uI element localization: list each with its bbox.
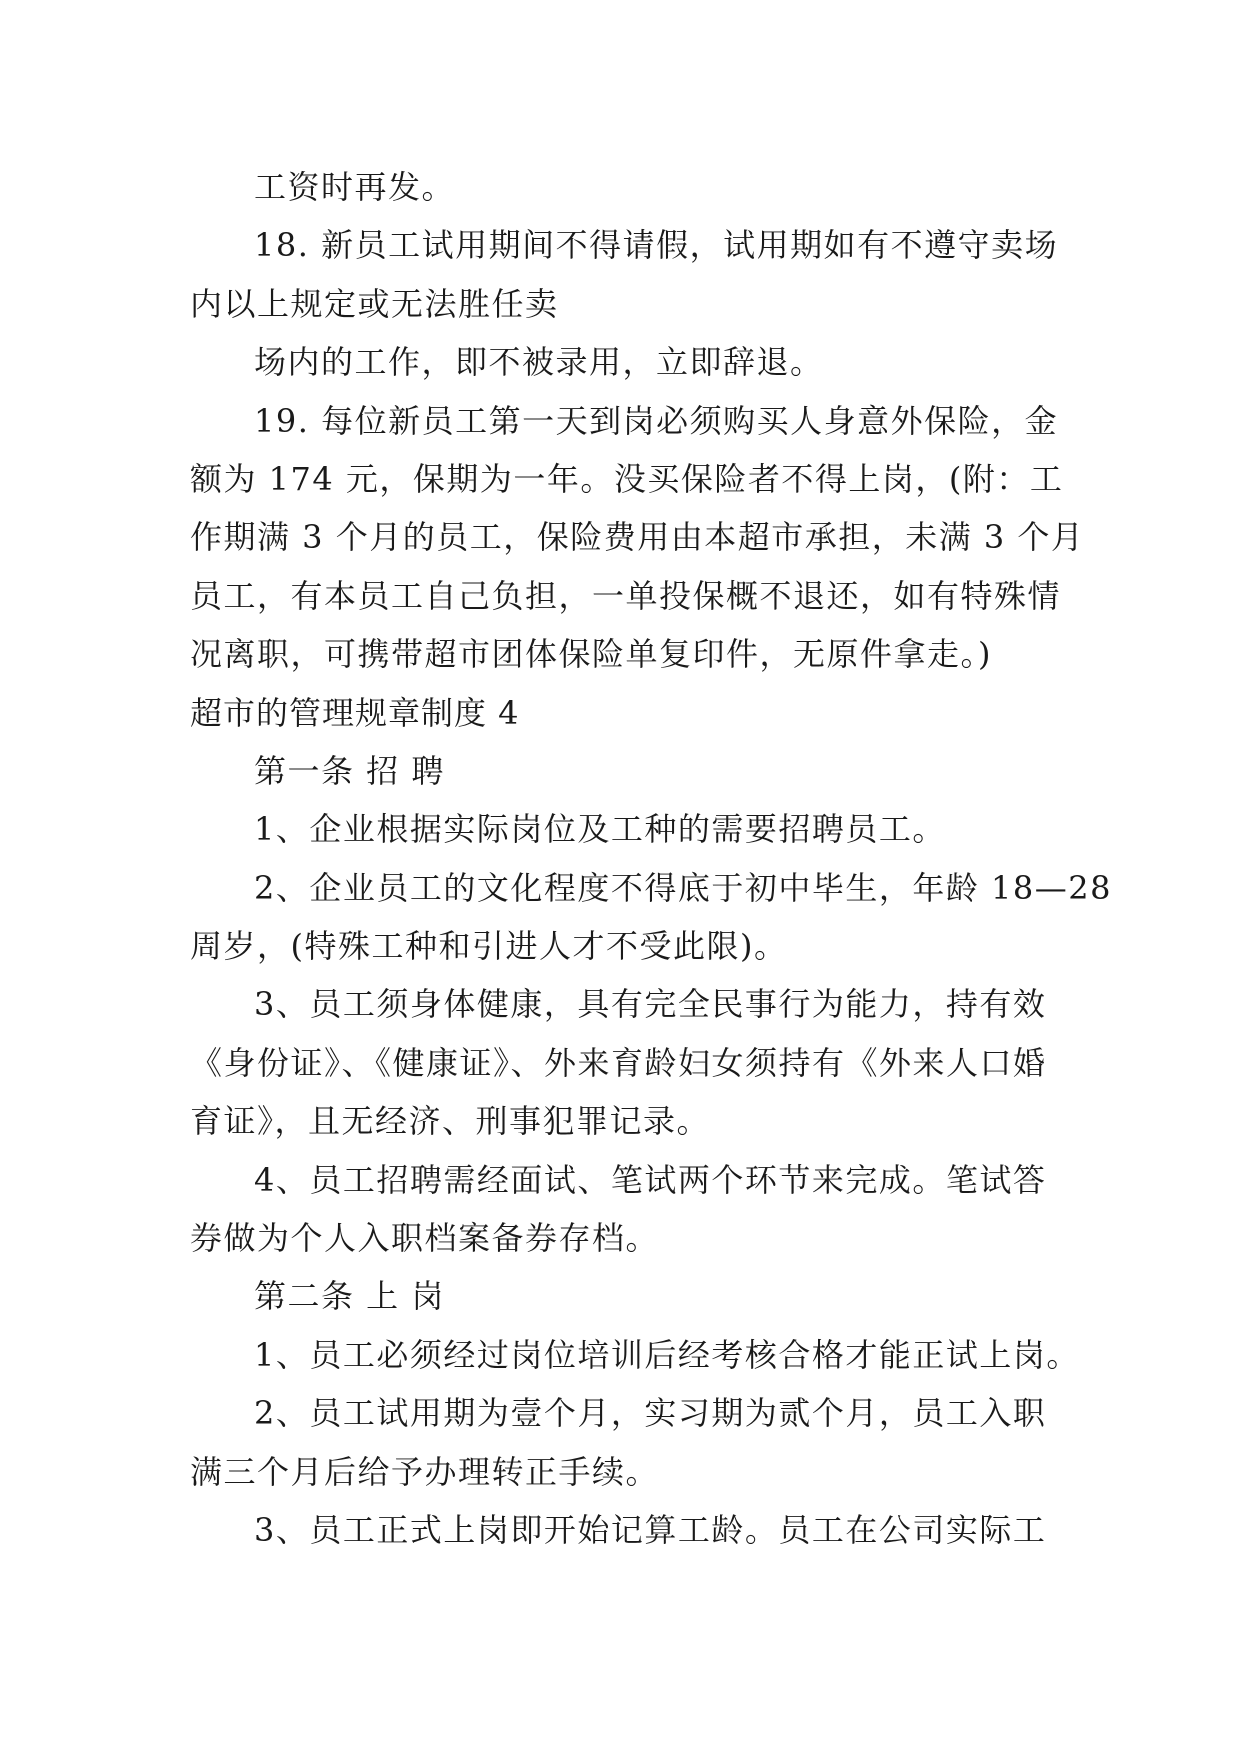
text-line: 2、员工试用期为壹个月，实习期为贰个月，员工入职 xyxy=(254,1394,1047,1433)
text-line: 《身份证》、《健康证》、外来育龄妇女须持有《外来人口婚 xyxy=(190,1043,1047,1082)
text-line: 况离职，可携带超市团体保险单复印件，无原件拿走。) xyxy=(190,635,992,674)
text-line: 满三个月后给予办理转正手续。 xyxy=(190,1452,660,1491)
text-line: 周岁，(特殊工种和引进人才不受此限)。 xyxy=(190,927,788,966)
text-line: 19. 每位新员工第一天到岗必须购买人身意外保险，金 xyxy=(254,401,1059,440)
text-line: 4、员工招聘需经面试、笔试两个环节来完成。笔试答 xyxy=(254,1160,1047,1199)
text-line: 1、企业根据实际岗位及工种的需要招聘员工。 xyxy=(254,810,946,849)
text-line: 内以上规定或无法胜任卖 xyxy=(190,284,559,323)
text-line: 2、企业员工的文化程度不得底于初中毕生，年龄 18—28 xyxy=(254,868,1112,907)
document-body xyxy=(190,158,1112,1559)
text-line: 员工，有本员工自己负担，一单投保概不退还，如有特殊情 xyxy=(190,576,1062,615)
text-line: 18. 新员工试用期间不得请假，试用期如有不遵守卖场 xyxy=(254,226,1059,265)
text-line: 3、员工正式上岗即开始记算工龄。员工在公司实际工 xyxy=(254,1510,1047,1549)
text-line: 工资时再发。 xyxy=(254,168,456,206)
article-heading: 第一条 招 聘 xyxy=(254,751,445,790)
article-heading: 第二条 上 岗 xyxy=(254,1277,445,1316)
text-line: 额为 174 元，保期为一年。没买保险者不得上岗，(附：工 xyxy=(190,459,1064,498)
text-line: 3、员工须身体健康，具有完全民事行为能力，持有效 xyxy=(254,985,1047,1024)
text-line: 作期满 3 个月的员工，保险费用由本超市承担，未满 3 个月 xyxy=(190,518,1085,557)
text-line: 育证》，且无经济、刑事犯罪记录。 xyxy=(190,1102,711,1141)
text-line: 场内的工作，即不被录用，立即辞退。 xyxy=(254,343,824,382)
text-line: 券做为个人入职档案备券存档。 xyxy=(190,1219,660,1258)
text-line: 1、员工必须经过岗位培训后经考核合格才能正试上岗。 xyxy=(254,1335,1080,1374)
section-title: 超市的管理规章制度 4 xyxy=(190,693,520,732)
